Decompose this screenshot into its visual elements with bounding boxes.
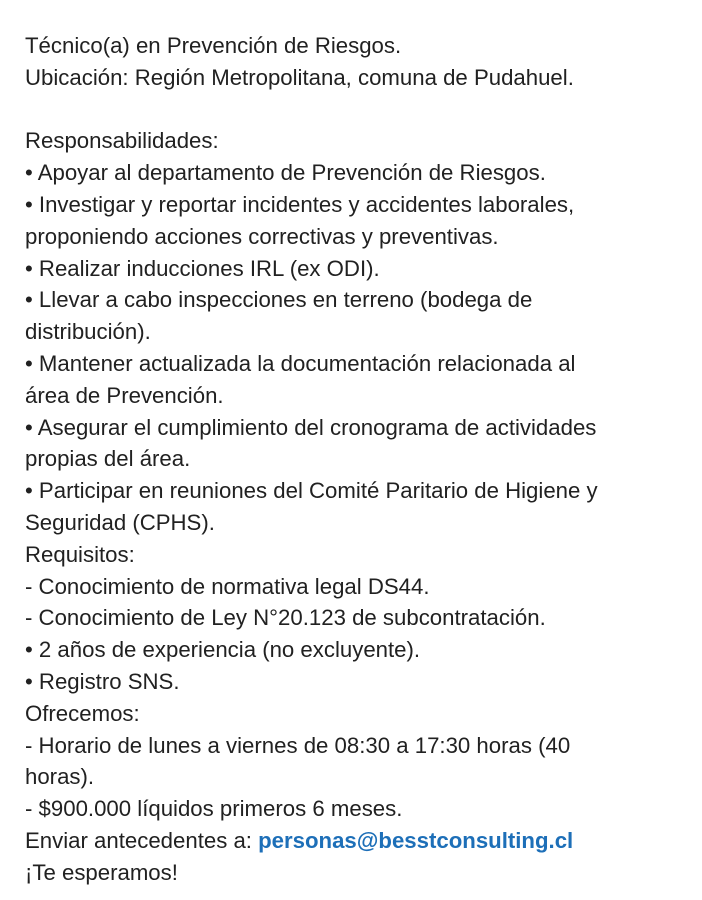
offer-item: - $900.000 líquidos primeros 6 meses.	[25, 796, 403, 822]
responsibility-item: • Apoyar al departamento de Prevención de Riesgos.	[25, 160, 546, 186]
closing-text: ¡Te esperamos!	[25, 859, 178, 885]
responsibilities-heading: Responsabilidades:	[25, 128, 219, 154]
responsibility-item-continued: distribución).	[25, 319, 151, 345]
offer-item: - Horario de lunes a viernes de 08:30 a 17:30 horas (40	[25, 732, 571, 758]
offer-item-continued: horas).	[25, 764, 95, 790]
responsibility-item: • Participar en reuniones del Comité Paritario de Higiene y	[25, 478, 598, 504]
job-location: Ubicación: Región Metropolitana, comuna de Pudahuel.	[25, 64, 574, 90]
requirement-item: - Conocimiento de normativa legal DS44.	[25, 573, 430, 599]
requirements-heading: Requisitos:	[25, 541, 135, 567]
responsibility-item-continued: área de Prevención.	[25, 382, 224, 408]
responsibility-item: • Llevar a cabo inspecciones en terreno (bodega de	[25, 287, 533, 313]
responsibility-item-continued: Seguridad (CPHS).	[25, 509, 215, 535]
send-line	[25, 825, 678, 857]
blank-line	[25, 94, 678, 126]
requirement-item: - Conocimiento de Ley N°20.123 de subcontratación.	[25, 605, 546, 631]
responsibility-item: • Asegurar el cumplimiento del cronograma de actividades	[25, 414, 597, 440]
responsibility-item: • Mantener actualizada la documentación relacionada al	[25, 350, 576, 376]
email-link[interactable]: personas@besstconsulting.cl	[258, 827, 574, 853]
send-prefix: Enviar antecedentes a:	[25, 827, 259, 853]
requirement-item: • Registro SNS.	[25, 668, 180, 694]
responsibility-item-continued: proponiendo acciones correctivas y preventivas.	[25, 223, 499, 249]
responsibility-item: • Investigar y reportar incidentes y accidentes laborales,	[25, 191, 575, 217]
job-title: Técnico(a) en Prevención de Riesgos.	[25, 33, 402, 58]
responsibility-item: • Realizar inducciones IRL (ex ODI).	[25, 255, 380, 281]
requirement-item: • 2 años de experiencia (no excluyente).	[25, 637, 421, 663]
responsibility-item-continued: propias del área.	[25, 446, 191, 472]
offer-heading: Ofrecemos:	[25, 700, 140, 726]
